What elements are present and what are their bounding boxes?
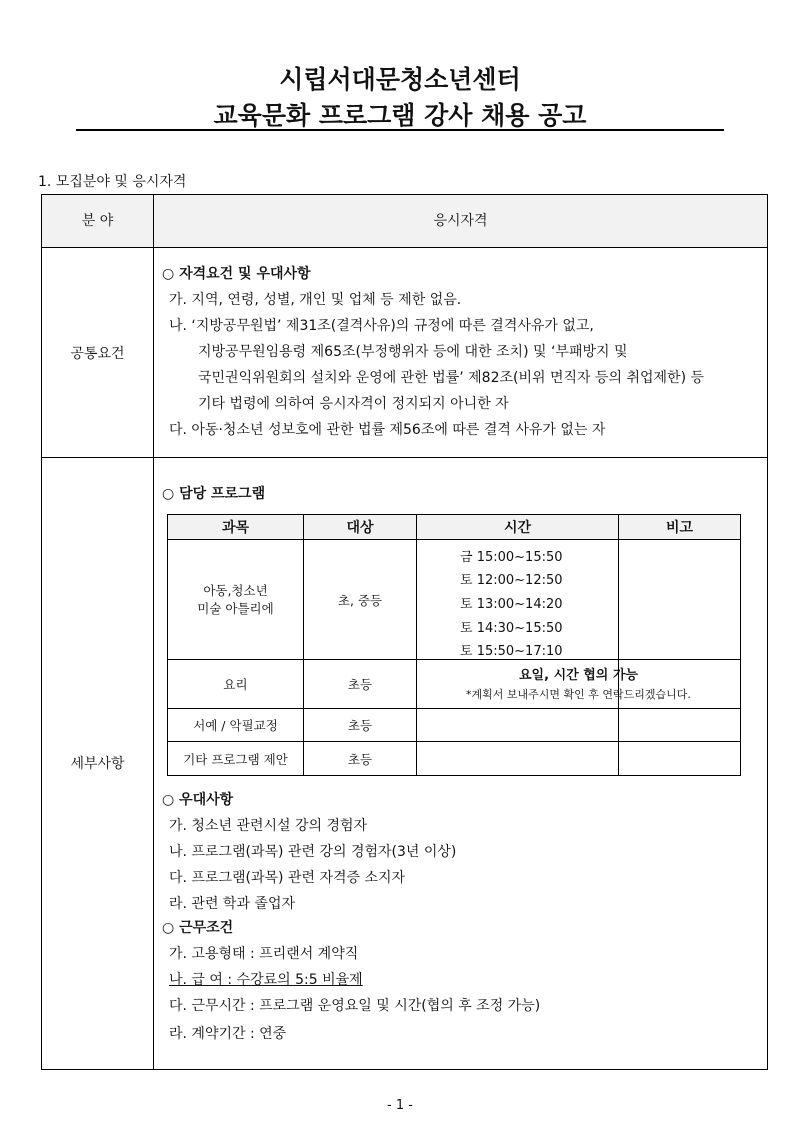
work-subheading: ○ 근무조건 <box>162 920 234 936</box>
time-slot: 토 15:50~17:10 <box>460 644 563 659</box>
table-row-target: 초등 <box>347 751 373 767</box>
time-negotiable: 요일, 시간 협의 가능 <box>519 667 638 683</box>
common-line: 국민권익위원회의 설치와 운영에 관한 법률’ 제82조(비위 면직자 등의 취업제한) 등 <box>198 370 705 386</box>
subject-line: 아동,청소년 <box>203 582 268 598</box>
table-row-target: 초등 <box>347 718 373 733</box>
header-qualification: 응시자격 <box>154 195 767 247</box>
time-slot: 토 14:30~15:50 <box>460 621 563 636</box>
table-row-target: 초등 <box>347 677 373 692</box>
table-row-subject: 요리 <box>223 677 248 692</box>
col-divider <box>618 515 619 775</box>
notice-title-line2: 교육문화 프로그램 강사 채용 공고 <box>213 101 587 130</box>
section-heading: 1. 모집분야 및 응시자격 <box>38 174 187 190</box>
preference-item: 나. 프로그램(과목) 관련 강의 경험자(3년 이상) <box>169 844 457 860</box>
notice-title-line1: 시립서대문청소년센터 <box>279 65 521 94</box>
preference-item: 다. 프로그램(과목) 관련 자격증 소지자 <box>169 870 406 886</box>
category-common: 공통요건 <box>70 346 125 362</box>
col-header-note: 비고 <box>619 515 740 539</box>
col-header-subject: 과목 <box>168 515 303 539</box>
time-slot: 금 15:00~15:50 <box>460 550 563 565</box>
header-field: 분 야 <box>42 195 153 247</box>
common-line: 나. ‘지방공무원법’ 제31조(결격사유)의 규정에 따른 결격사유가 없고, <box>169 318 594 334</box>
common-line: 지방공무원임용령 제65조(부정행위자 등에 대한 조치) 및 ‘부패방지 및 <box>198 344 628 360</box>
table-row-subject: 서예 / 악필교정 <box>193 718 278 733</box>
common-line: 다. 아동·청소년 성보호에 관한 법률 제56조에 따른 결격 사유가 없는 자 <box>169 422 606 438</box>
subject-line: 미술 아틀리에 <box>197 600 274 616</box>
preference-subheading: ○ 우대사항 <box>162 792 234 808</box>
time-note: *계획서 보내주시면 확인 후 연락드리겠습니다. <box>466 688 691 701</box>
col-header-target: 대상 <box>304 515 416 539</box>
work-item-pay: 나. 급 여 : 수강료의 5:5 비율제 <box>169 972 363 988</box>
table-row-subject <box>168 540 303 659</box>
common-line: 기타 법령에 의하여 응시자격이 정지되지 아니한 자 <box>198 396 509 412</box>
title-underline <box>76 129 724 131</box>
column-divider <box>153 195 154 1069</box>
col-divider <box>416 515 417 775</box>
program-subheading: ○ 담당 프로그램 <box>162 486 266 502</box>
preference-item: 라. 관련 학과 졸업자 <box>169 896 295 912</box>
preference-item: 가. 청소년 관련시설 강의 경험자 <box>169 818 368 834</box>
table-row-target: 초, 중등 <box>337 592 383 608</box>
row-divider <box>42 457 767 458</box>
page-number: - 1 - <box>387 1098 413 1113</box>
work-item: 다. 근무시간 : 프로그램 운영요일 및 시간(협의 후 조정 가능) <box>169 998 541 1014</box>
row-divider <box>42 247 767 248</box>
program-table <box>167 514 741 776</box>
category-detail: 세부사항 <box>70 756 125 772</box>
time-slot: 토 12:00~12:50 <box>460 573 563 588</box>
table-row-subject: 기타 프로그램 제안 <box>183 751 288 767</box>
common-subheading: ○ 자격요건 및 우대사항 <box>162 266 311 282</box>
common-line: 가. 지역, 연령, 성별, 개인 및 업체 등 제한 없음. <box>169 292 462 308</box>
col-header-time: 시간 <box>417 515 618 539</box>
work-item: 라. 계약기간 : 연중 <box>169 1026 287 1042</box>
time-slot: 토 13:00~14:20 <box>460 597 563 612</box>
work-item: 가. 고용형태 : 프리랜서 계약직 <box>169 946 359 962</box>
